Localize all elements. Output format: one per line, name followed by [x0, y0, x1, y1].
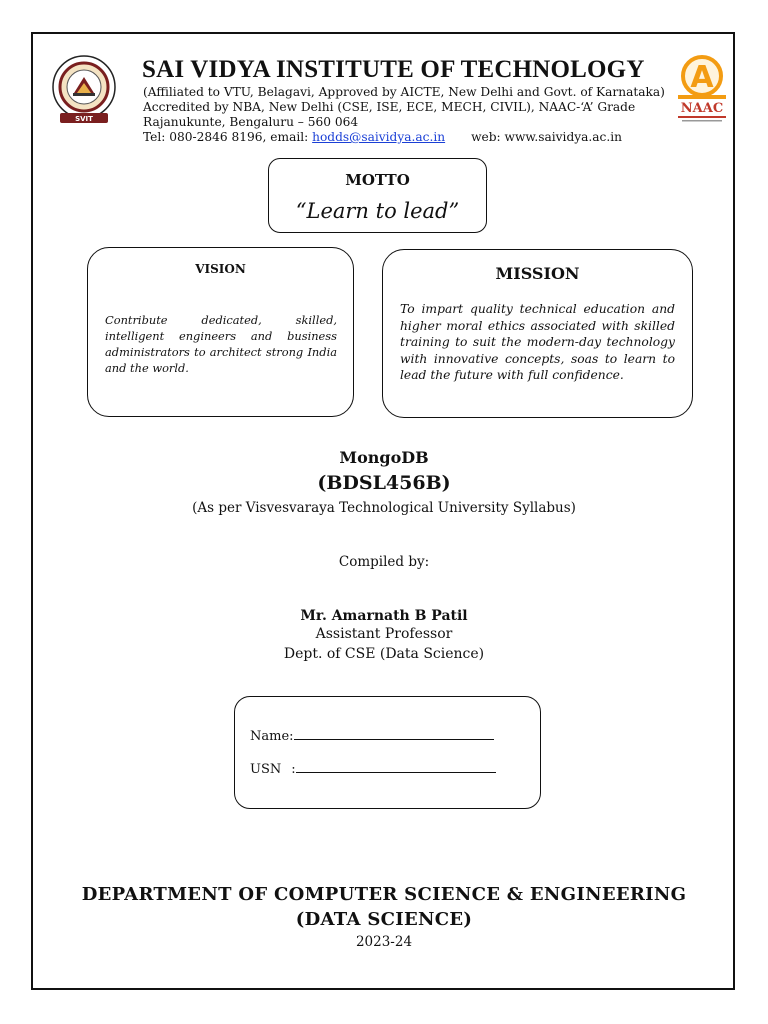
usn-row [250, 759, 496, 777]
email-link[interactable]: hodds@saividya.ac.in [312, 130, 446, 144]
vision-title: VISION [195, 262, 246, 276]
institute-name: SAI VIDYA INSTITUTE OF TECHNOLOGY [142, 56, 645, 83]
motto-text: “Learn to lead” [295, 199, 460, 223]
usn-colon: : [291, 762, 296, 777]
mission-box [382, 249, 693, 418]
vision-box [87, 247, 354, 417]
naac-grade-letter: A [690, 60, 714, 95]
vision-text: Contribute dedicated, skilled, intelligent engineers and business administrators to architect strong India and the world. [105, 313, 337, 375]
contact-line [143, 130, 622, 145]
name-row [250, 726, 494, 744]
syllabus-note: (As per Visvesvaraya Technological University Syllabus) [192, 500, 576, 516]
academic-year: 2023-24 [355, 934, 413, 950]
name-blank[interactable] [294, 726, 494, 740]
naac-logo [672, 54, 732, 126]
usn-blank[interactable] [296, 759, 496, 773]
department-specialization: (DATA SCIENCE) [295, 909, 473, 930]
website-text: web: www.saividya.ac.in [471, 130, 622, 144]
author-department: Dept. of CSE (Data Science) [283, 646, 485, 662]
author-title: Assistant Professor [315, 626, 453, 642]
compiled-by-label: Compiled by: [338, 554, 430, 570]
author-name: Mr. Amarnath B Patil [300, 608, 468, 624]
naac-logo-text: NAAC [680, 101, 724, 116]
name-label: Name: [250, 729, 294, 744]
motto-title: MOTTO [345, 171, 410, 189]
department-name: DEPARTMENT OF COMPUTER SCIENCE & ENGINEERING [81, 884, 687, 905]
accreditation-line: Accredited by NBA, New Delhi (CSE, ISE, ECE, MECH, CIVIL), NAAC-‘A’ Grade [143, 100, 636, 114]
motto-box [268, 158, 487, 233]
mission-title: MISSION [495, 264, 580, 283]
course-name: MongoDB [339, 448, 429, 467]
telephone-text: Tel: 080-2846 8196, email: [143, 130, 313, 144]
student-details-box [234, 696, 541, 809]
usn-label: USN [250, 762, 282, 777]
mission-text: To impart quality technical education and higher moral ethics associated with skilled training to suit the modern-day technology with innovative concepts, soas to learn to lead the future with full confidence. [400, 302, 675, 382]
course-code: (BDSL456B) [317, 472, 451, 494]
svit-logo-text: SVIT [75, 115, 93, 123]
affiliation-line: (Affiliated to VTU, Belagavi, Approved by AICTE, New Delhi and Govt. of Karnataka) [143, 85, 665, 99]
svit-logo [46, 53, 122, 129]
address-line: Rajanukunte, Bengaluru – 560 064 [143, 115, 359, 129]
